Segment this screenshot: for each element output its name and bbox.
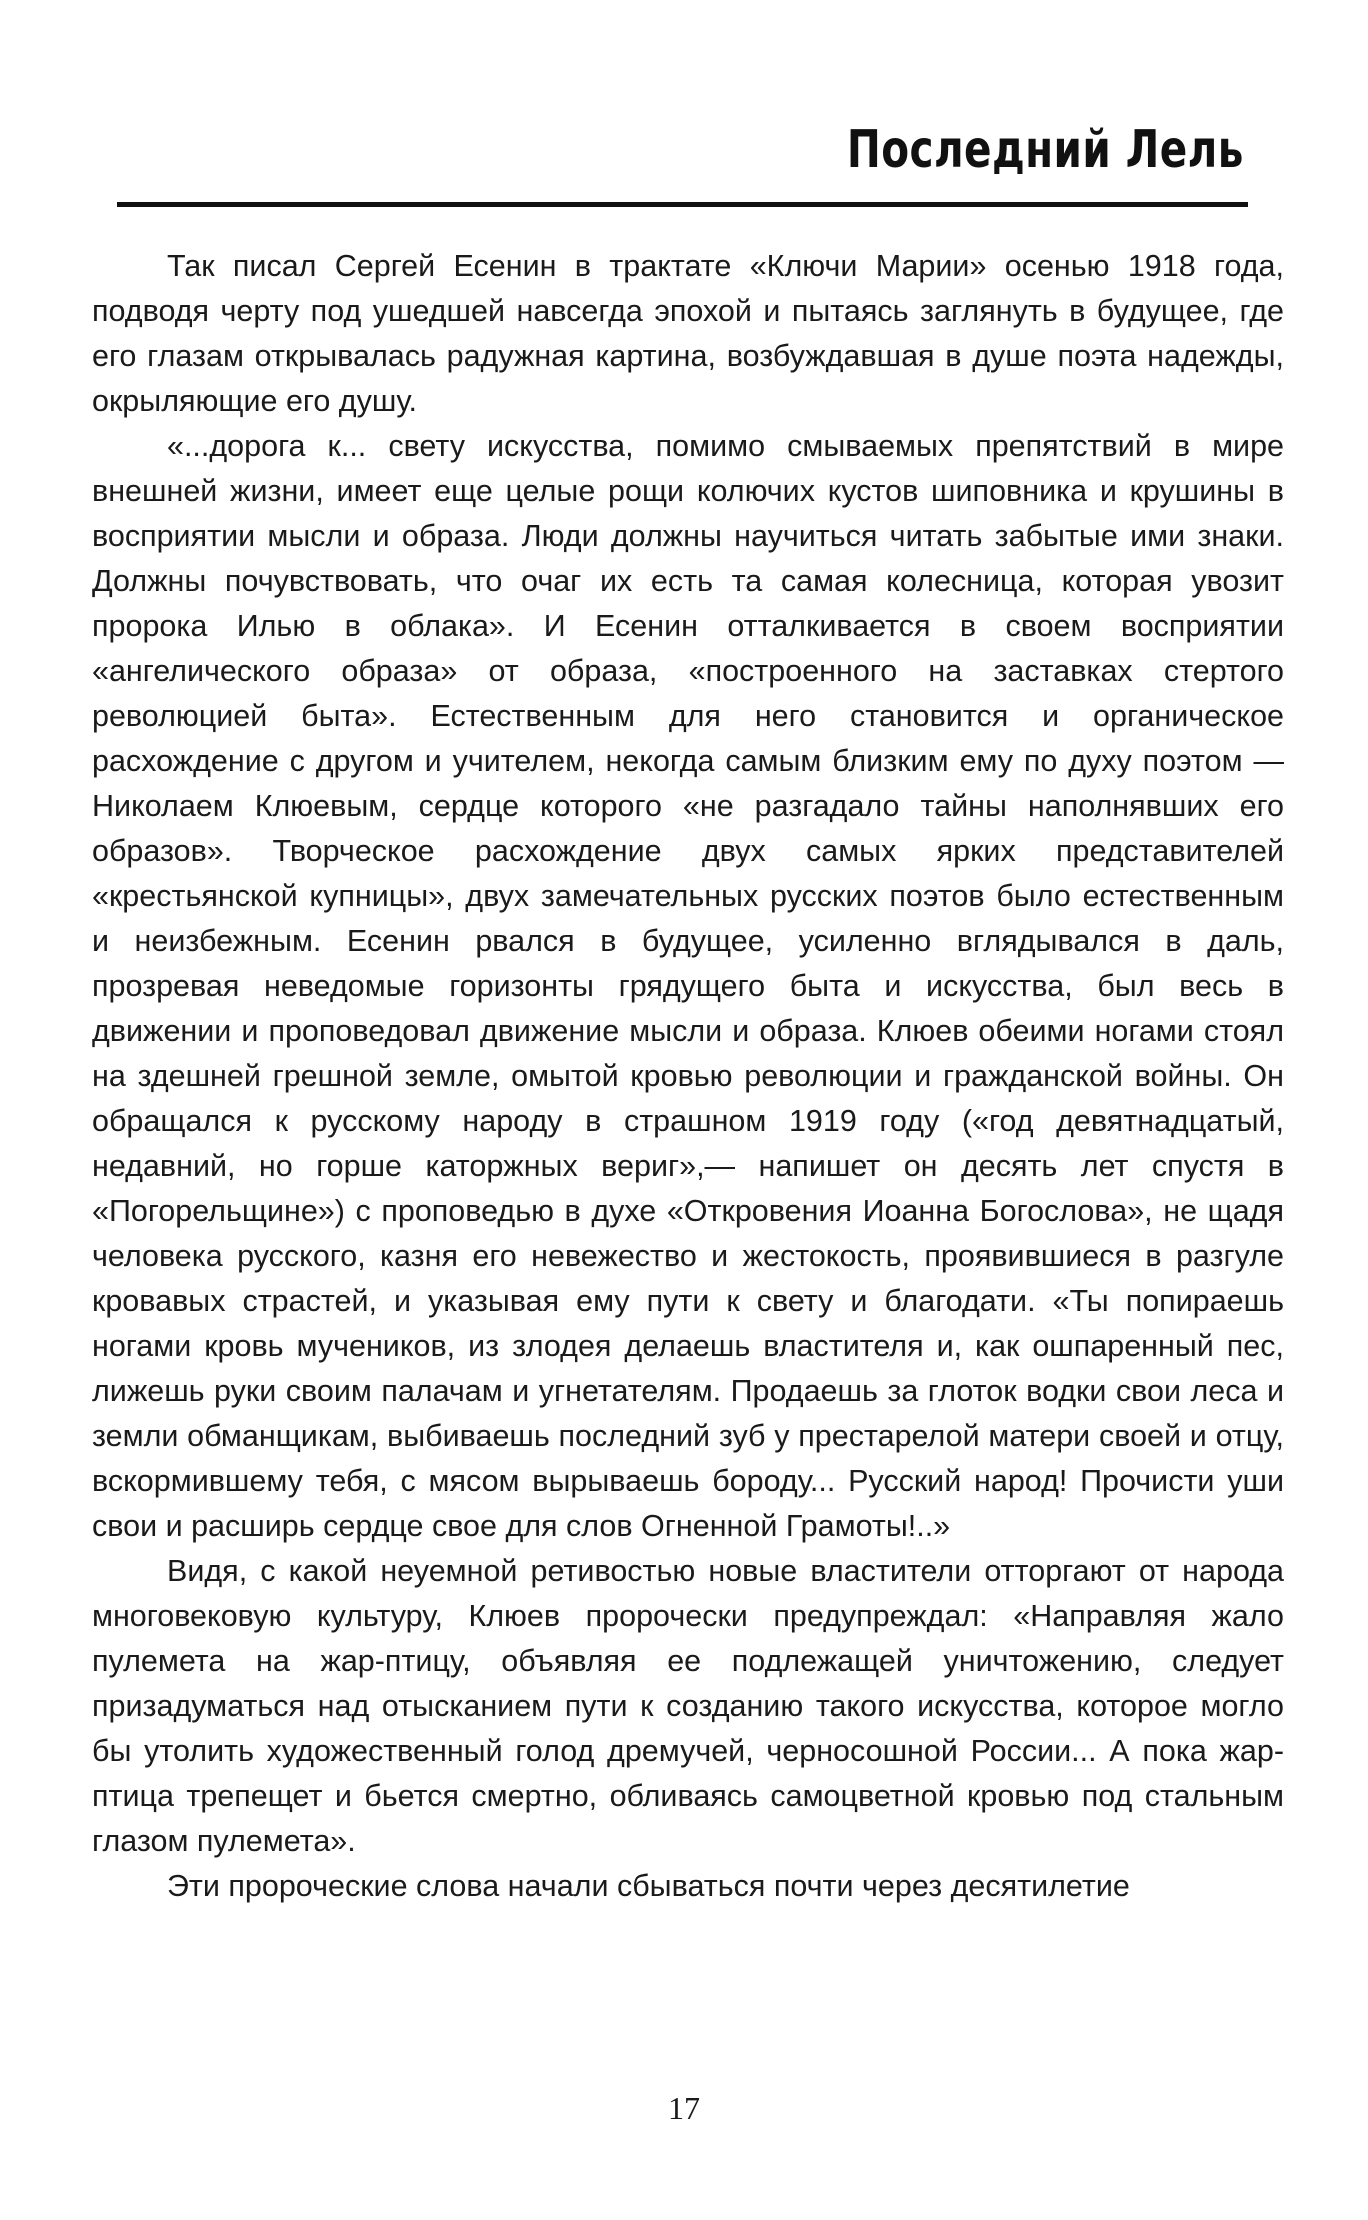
- running-title: Последний Лель: [847, 120, 1244, 180]
- page-number: 17: [668, 2090, 700, 2126]
- paragraph: Так писал Сергей Есенин в трактате «Ключи Марии» осенью 1918 года, подводя черту под ушедшей навсегда эпохой и пытаясь заглянуть в будущее, где его глазам открывалась радужная картина, возбуждавшая в душе поэта надежды, окрыляющие его душу.: [92, 249, 1284, 418]
- paragraph: Видя, с какой неуемной ретивостью новые властители отторгают от народа многовековую культуру, Клюев пророчески предупреждал: «Направляя жало пулемета на жар-птицу, объявляя ее подлежащей уничтожению, следует призадуматься над отысканием пути к созданию такого искусства, которое могло бы утолить художественный голод дремучей, черносошной России... А пока жар-птица трепещет и бьется смертно, обливаясь самоцветной кровью под стальным глазом пулемета».: [92, 1554, 1284, 1858]
- paragraph: «...дорога к... свету искусства, помимо смываемых препятствий в мире внешней жизни, имеет еще целые рощи колючих кустов шиповника и крушины в восприятии мысли и образа. Люди должны научиться читать забытые ими знаки. Должны почувствовать, что очаг их есть та самая колесница, которая увозит пророка Илью в облака». И Есенин отталкивается в своем восприятии «ангелического образа» от образа, «построенного на заставках стертого революцией быта». Естественным для него становится и органическое расхождение с другом и учителем, некогда самым близким ему по духу поэтом — Николаем Клюевым, сердце которого «не разгадало тайны наполнявших его образов». Творческое расхождение двух самых ярких представителей «крестьянской купницы», двух замечательных русских поэтов было естественным и неизбежным. Есенин рвался в будущее, усиленно вглядывался в даль, прозревая неведомые горизонты грядущего быта и искусства, был весь в движении и проповедовал движение мысли и образа. Клюев обеими ногами стоял на здешней грешной земле, омытой кровью революции и гражданской войны. Он обращался к русскому народу в страшном 1919 году («год девятнадцатый, недавний, но горше каторжных вериг»,— напишет он десять лет спустя в «Погорельщине») с проповедью в духе «Откровения Иоанна Богослова», не щадя человека русского, казня его невежество и жестокость, проявившиеся в разгуле кровавых страстей, и указывая ему пути к свету и благодати. «Ты попираешь ногами кровь мучеников, из злодея делаешь властителя и, как ошпаренный пес, лижешь руки своим палачам и угнетателям. Продаешь за глоток водки свои леса и земли обманщикам, выбиваешь последний зуб у престарелой матери своей и отцу, вскормившему тебя, с мясом вырываешь бороду... Русский народ! Прочисти уши свои и расширь сердце свое для слов Огненной Грамоты!..»: [92, 429, 1284, 1543]
- paragraph: Эти пророческие слова начали сбываться почти через десятилетие: [167, 1869, 1130, 1903]
- running-header: [117, 112, 1248, 207]
- body-text: [92, 244, 1284, 1909]
